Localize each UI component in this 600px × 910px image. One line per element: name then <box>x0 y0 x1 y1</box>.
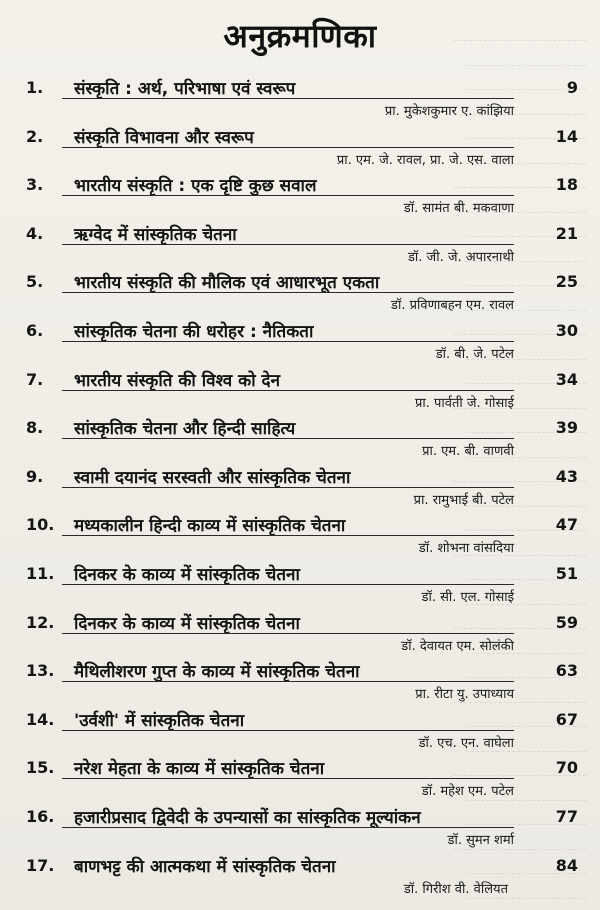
entry-rule <box>62 681 514 682</box>
toc-entry-6 <box>0 317 600 366</box>
entry-page-number: 9 <box>566 78 578 97</box>
entry-author: डॉ. गिरीश वी. वेलियत <box>403 881 508 897</box>
entry-page-number: 51 <box>555 563 578 583</box>
entry-author: डॉ. जी. जे. अपारनाथी <box>407 249 514 265</box>
entry-rule <box>62 244 514 245</box>
entry-number: 13. <box>26 661 55 681</box>
entry-rule <box>62 487 514 488</box>
entry-author: प्रा. रामुभाई बी. पटेल <box>413 492 514 508</box>
entry-number: 5. <box>26 272 44 292</box>
entry-rule <box>62 633 514 634</box>
entry-rule <box>62 195 514 196</box>
entry-title: संस्कृति विभावना और स्वरूप <box>74 127 254 148</box>
entry-page-number: 70 <box>555 758 578 778</box>
entry-page-number: 34 <box>555 369 578 389</box>
entry-title: भारतीय संस्कृति की विश्व को देन <box>74 370 281 391</box>
entry-title: दिनकर के काव्य में सांस्कृतिक चेतना <box>74 564 300 585</box>
entry-author: डॉ. एच. एन. वाघेला <box>418 735 514 751</box>
entry-page-number: 67 <box>555 709 578 729</box>
entry-page-number: 18 <box>555 175 578 195</box>
entry-number: 1. <box>26 78 44 97</box>
entry-title: मैथिलीशरण गुप्त के काव्य में सांस्कृतिक चेतना <box>74 662 360 683</box>
toc-entry-5 <box>0 268 600 317</box>
entry-number: 10. <box>26 515 55 535</box>
entry-number: 14. <box>26 709 55 729</box>
entry-author: प्रा. रीटा यु. उपाध्याय <box>415 687 514 703</box>
entry-page-number: 21 <box>555 223 578 243</box>
toc-entry-9 <box>0 463 600 512</box>
table-of-contents <box>0 74 600 900</box>
bleed-through-line <box>466 65 586 66</box>
entry-title: भारतीय संस्कृति की मौलिक एवं आधारभूत एकता <box>74 273 380 294</box>
entry-page-number: 84 <box>555 855 578 875</box>
toc-entry-8 <box>0 414 600 463</box>
entry-rule <box>62 535 514 536</box>
entry-number: 2. <box>26 126 44 146</box>
entry-title: 'उर्वशी' में सांस्कृतिक चेतना <box>74 710 245 731</box>
entry-number: 7. <box>26 369 44 389</box>
entry-number: 4. <box>26 223 44 243</box>
toc-entry-17 <box>0 852 600 901</box>
entry-page-number: 59 <box>555 612 578 632</box>
toc-entry-7 <box>0 366 600 415</box>
page-title: अनुक्रमणिका <box>223 17 377 55</box>
entry-author: डॉ. देवायत एम. सोलंकी <box>401 638 514 654</box>
toc-entry-11 <box>0 560 600 609</box>
entry-number: 8. <box>26 418 44 438</box>
entry-title: बाणभट्ट की आत्मकथा में सांस्कृतिक चेतना <box>74 856 336 877</box>
entry-number: 9. <box>26 466 44 486</box>
entry-author: प्रा. एम. जे. रावल, प्रा. जे. एस. वाला <box>336 152 514 168</box>
entry-page-number: 63 <box>555 661 578 681</box>
entry-author: डॉ. शोभना वांसदिया <box>418 541 514 557</box>
entry-page-number: 14 <box>555 126 578 146</box>
entry-title: नरेश मेहता के काव्य में सांस्कृतिक चेतना <box>74 759 325 780</box>
entry-title: हजारीप्रसाद द्विवेदी के उपन्यासों का सांस्कृतिक मूल्यांकन <box>74 807 421 828</box>
entry-title: मध्यकालीन हिन्दी काव्य में सांस्कृतिक चेतना <box>74 516 346 537</box>
toc-entry-3 <box>0 171 600 220</box>
entry-rule <box>62 584 514 585</box>
entry-number: 11. <box>26 563 55 583</box>
entry-page-number: 77 <box>555 806 578 826</box>
entry-page-number: 30 <box>555 320 578 340</box>
entry-number: 17. <box>26 855 55 875</box>
entry-number: 12. <box>26 612 55 632</box>
toc-entry-10 <box>0 511 600 560</box>
entry-title: स्वामी दयानंद सरस्वती और सांस्कृतिक चेतना <box>74 467 351 488</box>
entry-rule <box>62 778 514 779</box>
entry-rule <box>62 438 514 439</box>
toc-entry-2 <box>0 123 600 172</box>
toc-entry-13 <box>0 657 600 706</box>
entry-author: डॉ. प्रविणाबहन एम. रावल <box>391 298 514 314</box>
entry-page-number: 25 <box>555 272 578 292</box>
entry-rule <box>62 730 514 731</box>
toc-entry-15 <box>0 754 600 803</box>
toc-entry-4 <box>0 220 600 269</box>
entry-rule <box>62 390 514 391</box>
entry-number: 3. <box>26 175 44 195</box>
entry-author: डॉ. महेश एम. पटेल <box>421 784 514 800</box>
entry-title: दिनकर के काव्य में सांस्कृतिक चेतना <box>74 613 300 634</box>
toc-entry-14 <box>0 706 600 755</box>
entry-author: प्रा. पार्वती जे. गोसाई <box>414 395 514 411</box>
entry-rule <box>62 341 514 342</box>
entry-author: डॉ. सुमन शर्मा <box>447 832 514 848</box>
entry-title: सांस्कृतिक चेतना की धरोहर : नैतिकता <box>74 321 314 342</box>
entry-number: 16. <box>26 806 55 826</box>
entry-author: डॉ. सी. एल. गोसाई <box>421 589 514 605</box>
entry-rule <box>62 147 514 148</box>
entry-page-number: 39 <box>555 418 578 438</box>
entry-author: प्रा. मुकेशकुमार ए. कांझिया <box>384 104 514 119</box>
entry-title: ऋग्वेद में सांस्कृतिक चेतना <box>74 224 237 245</box>
entry-number: 6. <box>26 320 44 340</box>
entry-title: संस्कृति : अर्थ, परिभाषा एवं स्वरूप <box>74 79 296 99</box>
toc-entry-1 <box>0 74 600 123</box>
entry-author: डॉ. बी. जे. पटेल <box>435 346 514 362</box>
entry-number: 15. <box>26 758 55 778</box>
entry-rule <box>62 98 514 99</box>
entry-page-number: 43 <box>555 466 578 486</box>
toc-entry-16 <box>0 803 600 852</box>
entry-rule <box>62 827 514 828</box>
entry-title: भारतीय संस्कृति : एक दृष्टि कुछ सवाल <box>74 176 317 197</box>
toc-entry-12 <box>0 609 600 658</box>
entry-title: सांस्कृतिक चेतना और हिन्दी साहित्य <box>74 419 296 440</box>
entry-author: प्रा. एम. बी. वाणवी <box>422 444 514 460</box>
entry-rule <box>62 292 514 293</box>
entry-author: डॉ. सामंत बी. मकवाणा <box>403 201 514 217</box>
entry-page-number: 47 <box>555 515 578 535</box>
